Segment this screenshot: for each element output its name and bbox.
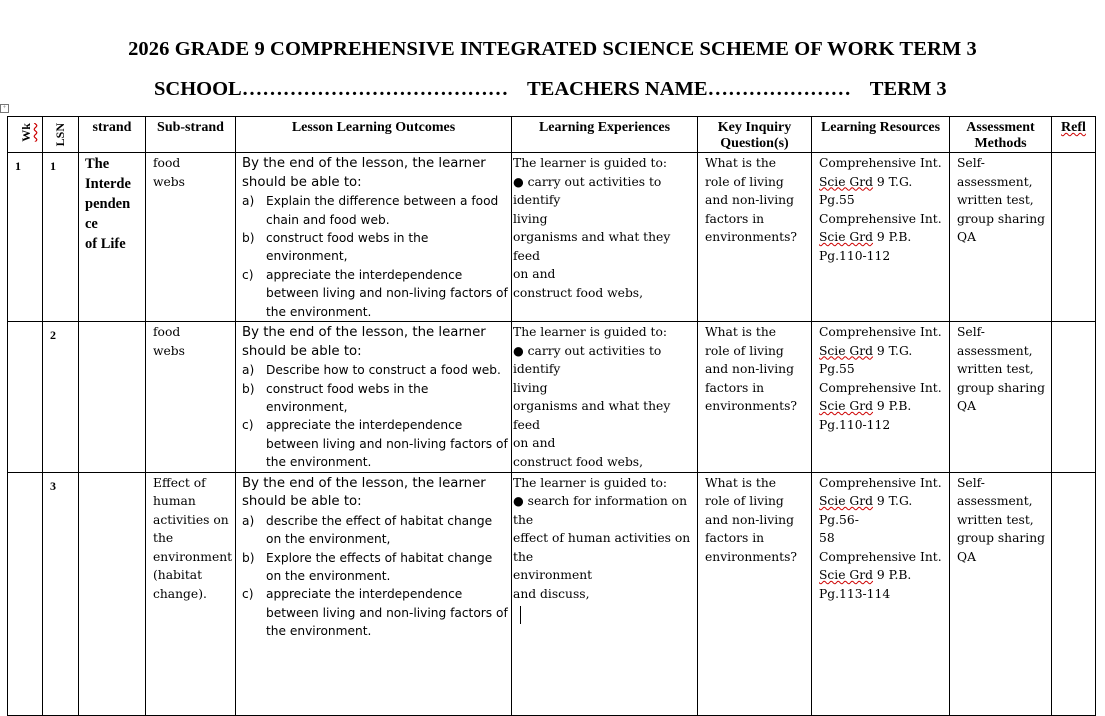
list-text: construct food webs in the environment, [266, 381, 429, 415]
list-marker: a) [242, 194, 255, 209]
header-week: Wk [8, 117, 43, 153]
cell-line: Interde [85, 176, 131, 192]
cell-line: Effect of [153, 475, 206, 490]
cell-line: assessment, [957, 494, 1033, 509]
cell-line: Pg.113-114 [819, 586, 891, 601]
cell-line: living [513, 380, 548, 395]
cell-line: The learner is guided to: [513, 156, 668, 170]
inquiry-cell[interactable] [698, 322, 812, 473]
cell-line: assessment, [957, 174, 1033, 189]
lesson-cell[interactable]: 3 [43, 472, 79, 715]
cell-line: organisms and what they feed [513, 230, 671, 263]
strand-cell[interactable] [79, 322, 146, 473]
cell-line: ce [85, 216, 98, 232]
cell-line: (habitat [153, 568, 203, 583]
cell-line: Comprehensive Int. [819, 325, 942, 340]
scheme-table [7, 116, 1096, 716]
inquiry-cell[interactable] [698, 153, 812, 322]
list-marker: b) [242, 381, 255, 396]
cell-line: should be able to: [242, 174, 362, 190]
list-item [242, 361, 508, 379]
cell-line: Self- [957, 325, 985, 340]
list-text: appreciate the interdependence between living and non-living factors of the environment. [266, 587, 508, 639]
cell-line: Comprehensive Int. [819, 475, 942, 490]
cell-line: Comprehensive Int. [819, 156, 942, 170]
cell-line: Comprehensive Int. [819, 380, 942, 395]
list-item [242, 229, 508, 266]
cell-line: factors in [705, 531, 765, 546]
list-text: appreciate the interdependence between living and non-living factors of the environment. [266, 418, 508, 470]
cell-line: and non-living [705, 362, 794, 377]
cell-line: webs [153, 343, 185, 358]
header-inquiry: Key Inquiry Question(s) [698, 117, 812, 153]
resources-cell[interactable] [812, 472, 950, 715]
outcomes-list [242, 192, 508, 321]
list-marker: c) [242, 418, 254, 433]
inquiry-cell[interactable] [698, 472, 812, 715]
outcomes-cell[interactable] [236, 153, 512, 322]
cell-line: the [153, 531, 174, 546]
cell-line: and non-living [705, 193, 794, 207]
cell-line: assessment, [957, 343, 1033, 358]
list-marker: a) [242, 363, 255, 378]
sub-strand-cell[interactable] [146, 322, 236, 473]
cell-line: The learner is guided to: [513, 325, 668, 340]
cell-line: The [85, 156, 110, 172]
list-marker: c) [242, 267, 254, 282]
list-text: describe the effect of habitat change on the environment, [266, 513, 493, 547]
cell-line: change). [153, 586, 207, 601]
cell-line: construct food webs, [513, 454, 644, 469]
lesson-cell[interactable]: 2 [43, 322, 79, 473]
cell-line: should be able to: [242, 494, 362, 510]
cell-line: Self- [957, 156, 985, 170]
cell-line: By the end of the lesson, the learner [242, 475, 486, 491]
cell-line: What is the [705, 156, 777, 170]
cell-line: Comprehensive Int. [819, 211, 942, 226]
cell-line: on and [513, 267, 556, 281]
cell-line: environments? [705, 549, 797, 564]
cell-line: written test, [957, 193, 1034, 207]
cell-line: role of living [705, 343, 784, 358]
experiences-cell[interactable] [512, 322, 698, 473]
cell-line: By the end of the lesson, the learner [242, 156, 486, 171]
cell-line: Scie Grd 9 P.B. [819, 568, 912, 583]
list-text: Describe how to construct a food web. [266, 363, 501, 378]
cell-line: Scie Grd 9 P.B. [819, 399, 912, 414]
cell-line: construct food webs, [513, 285, 644, 300]
list-text: Explore the effects of habitat change on the environment. [266, 550, 493, 584]
cell-line: Scie Grd 9 T.G. Pg.56- [819, 494, 913, 527]
document-subtitle [154, 78, 961, 101]
list-item [242, 416, 508, 471]
cell-line: and non-living [705, 512, 794, 527]
cell-line: group sharing [957, 211, 1046, 226]
reflection-cell[interactable] [1052, 322, 1096, 473]
cell-line: What is the [705, 325, 777, 340]
sub-strand-cell[interactable] [146, 153, 236, 322]
cell-line: QA [957, 549, 976, 564]
list-item [242, 512, 508, 549]
text-cursor [520, 606, 521, 624]
cell-line: role of living [705, 494, 784, 509]
cell-line: webs [153, 174, 185, 189]
teacher-name-field[interactable]: TEACHERS NAME………………… [526, 78, 852, 100]
list-marker: a) [242, 513, 255, 528]
cell-line: environment [513, 568, 593, 583]
list-marker: c) [242, 587, 254, 602]
list-text: construct food webs in the environment, [266, 231, 429, 264]
document-title: 2026 GRADE 9 COMPREHENSIVE INTEGRATED SCIENCE SCHEME OF WORK TERM 3 [128, 38, 977, 60]
cell-line: on and [513, 436, 556, 451]
experiences-cell[interactable] [512, 472, 698, 715]
experiences-cell[interactable] [512, 153, 698, 322]
header-resources: Learning Resources [812, 117, 950, 153]
cell-line: should be able to: [242, 343, 362, 359]
cell-line: living [513, 211, 548, 226]
outcomes-list [242, 361, 508, 471]
cell-line: role of living [705, 174, 784, 189]
cell-line: Self- [957, 475, 985, 490]
cell-line: QA [957, 230, 976, 244]
outcomes-list [242, 512, 508, 641]
header-assessment: Assessment Methods [950, 117, 1052, 153]
term-label: TERM 3 [869, 78, 947, 100]
cell-line: ● carry out activities to identify [513, 174, 662, 207]
cell-line: Scie Grd 9 T.G. Pg.55 [819, 174, 913, 207]
cell-line: QA [957, 399, 976, 414]
list-marker: b) [242, 231, 255, 245]
reflection-cell[interactable] [1052, 153, 1096, 322]
strand-cell[interactable] [79, 472, 146, 715]
cell-line: The learner is guided to: [513, 475, 668, 490]
resources-cell[interactable] [812, 153, 950, 322]
header-outcomes: Lesson Learning Outcomes [236, 117, 512, 153]
cell-line: By the end of the lesson, the learner [242, 325, 486, 341]
lesson-cell[interactable]: 1 [43, 153, 79, 322]
cell-line: What is the [705, 475, 777, 490]
list-item [242, 192, 508, 229]
week-cell[interactable] [8, 472, 43, 715]
cell-line: effect of human activities on the [513, 531, 691, 564]
outcomes-intro [242, 475, 508, 512]
cell-line: ● search for information on the [513, 494, 687, 527]
cell-line: environments? [705, 230, 797, 244]
header-experiences: Learning Experiences [512, 117, 698, 153]
resources-cell[interactable] [812, 322, 950, 473]
cell-line: food [153, 325, 181, 340]
assessment-cell[interactable] [950, 472, 1052, 715]
cell-line: environment [153, 549, 233, 564]
assessment-cell[interactable] [950, 322, 1052, 473]
outcomes-cell[interactable] [236, 322, 512, 473]
cell-line: written test, [957, 362, 1034, 377]
cell-line: Scie Grd 9 P.B. [819, 230, 912, 244]
list-item [242, 266, 508, 321]
cell-line: penden [85, 196, 131, 212]
list-item [242, 380, 508, 417]
assessment-cell[interactable] [950, 153, 1052, 322]
list-text: appreciate the interdependence between living and non-living factors of the environment. [266, 267, 508, 319]
cell-line: of Life [85, 236, 126, 252]
cell-line: food [153, 156, 181, 170]
cell-line: human [153, 494, 196, 509]
cell-line: group sharing [957, 380, 1046, 395]
week-cell[interactable]: 1 [8, 153, 43, 322]
table-row [8, 472, 1096, 715]
table-move-handle-icon[interactable]: + [0, 104, 9, 113]
table-row [8, 322, 1096, 473]
list-text: Explain the difference between a food chain and food web. [266, 194, 499, 227]
list-marker: b) [242, 550, 255, 565]
cell-line: environments? [705, 399, 797, 414]
cell-line: and discuss, [513, 586, 590, 601]
strand-cell[interactable] [79, 153, 146, 322]
header-strand: strand [79, 117, 146, 153]
week-cell[interactable] [8, 322, 43, 473]
cell-line: 58 [819, 531, 835, 546]
cell-line: Pg.110-112 [819, 417, 891, 432]
header-sub-strand: Sub-strand [146, 117, 236, 153]
cell-line: factors in [705, 380, 765, 395]
outcomes-intro [242, 324, 508, 361]
table-header-row [8, 117, 1096, 153]
header-lesson: LSN [43, 117, 79, 153]
cell-line: written test, [957, 512, 1034, 527]
cell-line: Pg.110-112 [819, 248, 891, 263]
cell-line: group sharing [957, 531, 1046, 546]
cell-line: organisms and what they feed [513, 399, 671, 432]
list-item [242, 585, 508, 640]
sub-strand-cell[interactable] [146, 472, 236, 715]
cell-line: factors in [705, 211, 765, 226]
cell-line: Comprehensive Int. [819, 549, 942, 564]
outcomes-cell[interactable] [236, 472, 512, 715]
cell-line: activities on [153, 512, 229, 527]
outcomes-intro [242, 155, 508, 192]
table-row [8, 153, 1096, 322]
school-field[interactable]: SCHOOL………………………………… [154, 78, 509, 100]
reflection-cell[interactable] [1052, 472, 1096, 715]
list-item [242, 549, 508, 586]
cell-line: ● carry out activities to identify [513, 343, 662, 377]
cell-line: Scie Grd 9 T.G. Pg.55 [819, 343, 913, 377]
header-reflection: Refl [1052, 117, 1096, 153]
